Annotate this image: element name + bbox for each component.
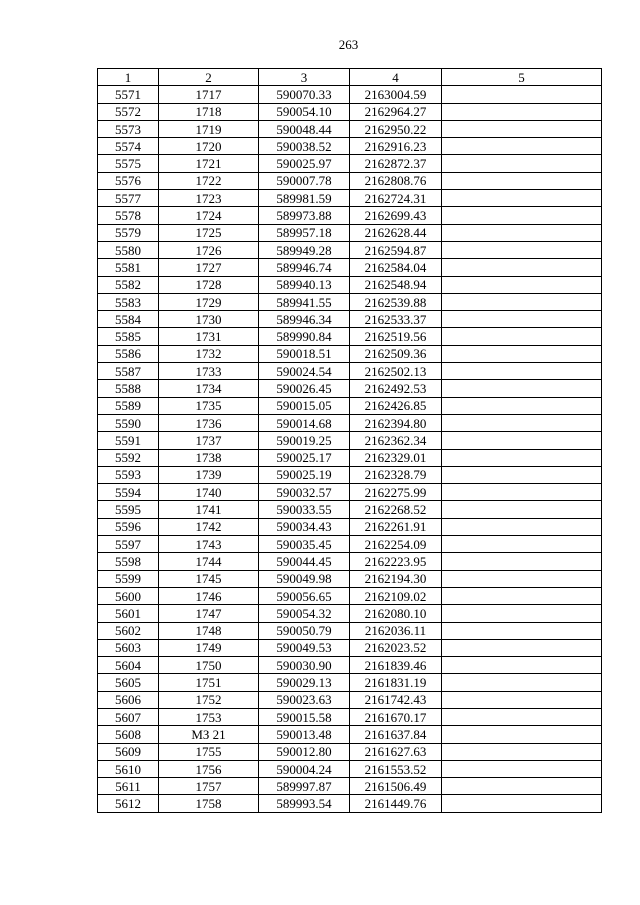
table-cell: 5571 <box>98 86 159 103</box>
table-cell: 1741 <box>159 501 259 518</box>
table-cell: 5602 <box>98 622 159 639</box>
table-cell: 5589 <box>98 397 159 414</box>
table-cell: 1734 <box>159 380 259 397</box>
table-cell: 5601 <box>98 605 159 622</box>
table-cell: 2162628.44 <box>350 224 442 241</box>
table-cell: 590014.68 <box>259 414 350 431</box>
table-row <box>98 639 602 656</box>
table-cell: 5578 <box>98 207 159 224</box>
table-cell <box>442 293 602 310</box>
table-cell: 1725 <box>159 224 259 241</box>
table-cell: 2162964.27 <box>350 103 442 120</box>
table-row <box>98 657 602 674</box>
table-cell: 5587 <box>98 363 159 380</box>
table-cell <box>442 501 602 518</box>
table-cell: 5605 <box>98 674 159 691</box>
table-cell: 2162509.36 <box>350 345 442 362</box>
table-cell <box>442 657 602 674</box>
table-cell <box>442 778 602 795</box>
table-row <box>98 674 602 691</box>
table-row <box>98 484 602 501</box>
table-row <box>98 536 602 553</box>
table-row <box>98 414 602 431</box>
table-cell: 1740 <box>159 484 259 501</box>
column-header: 2 <box>159 69 259 86</box>
table-cell: 590015.58 <box>259 708 350 725</box>
table-row <box>98 622 602 639</box>
table-row <box>98 518 602 535</box>
table-cell: 5595 <box>98 501 159 518</box>
table-cell: 590025.19 <box>259 466 350 483</box>
table-cell: МЗ 21 <box>159 726 259 743</box>
table-cell: 1719 <box>159 120 259 137</box>
table-cell: 1743 <box>159 536 259 553</box>
table-cell: 2162080.10 <box>350 605 442 622</box>
table-cell: 5586 <box>98 345 159 362</box>
table-row <box>98 276 602 293</box>
table-cell: 5598 <box>98 553 159 570</box>
table-cell <box>442 691 602 708</box>
table-cell: 2161670.17 <box>350 708 442 725</box>
table-cell: 1750 <box>159 657 259 674</box>
table-cell: 2161831.19 <box>350 674 442 691</box>
table-cell: 5608 <box>98 726 159 743</box>
table-cell: 590026.45 <box>259 380 350 397</box>
table-cell: 590030.90 <box>259 657 350 674</box>
table-cell: 5604 <box>98 657 159 674</box>
table-cell: 1730 <box>159 311 259 328</box>
column-header: 4 <box>350 69 442 86</box>
table-row <box>98 795 602 812</box>
table-cell <box>442 432 602 449</box>
table-row <box>98 241 602 258</box>
table-cell <box>442 363 602 380</box>
table-row <box>98 587 602 604</box>
table-cell <box>442 674 602 691</box>
table-cell: 590054.32 <box>259 605 350 622</box>
table-cell: 2162329.01 <box>350 449 442 466</box>
table-row <box>98 103 602 120</box>
table-cell: 590013.48 <box>259 726 350 743</box>
table-cell: 2162254.09 <box>350 536 442 553</box>
table-cell: 2161506.49 <box>350 778 442 795</box>
column-header: 3 <box>259 69 350 86</box>
table-cell: 1720 <box>159 138 259 155</box>
table-cell <box>442 587 602 604</box>
table-cell: 5612 <box>98 795 159 812</box>
table-cell: 590023.63 <box>259 691 350 708</box>
table-row <box>98 311 602 328</box>
table-cell: 589973.88 <box>259 207 350 224</box>
table-cell: 590044.45 <box>259 553 350 570</box>
table-cell: 2161839.46 <box>350 657 442 674</box>
table-cell: 2162023.52 <box>350 639 442 656</box>
table-row <box>98 155 602 172</box>
table-cell: 590050.79 <box>259 622 350 639</box>
table-cell <box>442 553 602 570</box>
table-cell: 2162916.23 <box>350 138 442 155</box>
table-cell <box>442 743 602 760</box>
table-cell <box>442 207 602 224</box>
table-row <box>98 449 602 466</box>
table-cell: 590032.57 <box>259 484 350 501</box>
table-row <box>98 466 602 483</box>
table-cell: 2162548.94 <box>350 276 442 293</box>
table-cell: 1729 <box>159 293 259 310</box>
table-cell: 1733 <box>159 363 259 380</box>
table-cell: 2162872.37 <box>350 155 442 172</box>
table-cell: 2161627.63 <box>350 743 442 760</box>
table-cell: 589946.34 <box>259 311 350 328</box>
table-cell: 5610 <box>98 760 159 777</box>
table-cell: 5577 <box>98 190 159 207</box>
table-cell <box>442 224 602 241</box>
table-row <box>98 172 602 189</box>
table-cell <box>442 639 602 656</box>
table-cell: 1751 <box>159 674 259 691</box>
table-cell: 1736 <box>159 414 259 431</box>
table-row <box>98 726 602 743</box>
table-cell: 589981.59 <box>259 190 350 207</box>
table-cell: 2162261.91 <box>350 518 442 535</box>
table-row <box>98 328 602 345</box>
table-cell: 2162502.13 <box>350 363 442 380</box>
table-row <box>98 138 602 155</box>
table-cell: 1722 <box>159 172 259 189</box>
table-cell: 590025.17 <box>259 449 350 466</box>
table-cell: 1752 <box>159 691 259 708</box>
table-cell: 590025.97 <box>259 155 350 172</box>
table-cell: 1721 <box>159 155 259 172</box>
table-cell: 1739 <box>159 466 259 483</box>
table-cell: 5572 <box>98 103 159 120</box>
table-cell: 590007.78 <box>259 172 350 189</box>
table-cell: 590056.65 <box>259 587 350 604</box>
table-cell: 2162533.37 <box>350 311 442 328</box>
table-cell: 5583 <box>98 293 159 310</box>
table-cell: 1748 <box>159 622 259 639</box>
table-row <box>98 570 602 587</box>
table-cell: 5596 <box>98 518 159 535</box>
table-cell: 5592 <box>98 449 159 466</box>
table-cell: 589957.18 <box>259 224 350 241</box>
table-cell: 590024.54 <box>259 363 350 380</box>
table-cell <box>442 155 602 172</box>
table-cell: 1755 <box>159 743 259 760</box>
table-row <box>98 760 602 777</box>
table-cell: 590035.45 <box>259 536 350 553</box>
table-cell: 1758 <box>159 795 259 812</box>
table-cell <box>442 138 602 155</box>
table-cell: 589997.87 <box>259 778 350 795</box>
table-cell: 589941.55 <box>259 293 350 310</box>
table-cell: 590070.33 <box>259 86 350 103</box>
table-cell <box>442 311 602 328</box>
table-cell: 2161637.84 <box>350 726 442 743</box>
table-cell: 1744 <box>159 553 259 570</box>
table-cell <box>442 726 602 743</box>
table-cell: 5581 <box>98 259 159 276</box>
table-cell: 590049.53 <box>259 639 350 656</box>
table-cell: 590018.51 <box>259 345 350 362</box>
table-row <box>98 190 602 207</box>
table-cell <box>442 328 602 345</box>
table-cell <box>442 241 602 258</box>
table-cell <box>442 760 602 777</box>
table-cell: 1727 <box>159 259 259 276</box>
table-cell: 2162036.11 <box>350 622 442 639</box>
table-cell <box>442 397 602 414</box>
table-cell: 5574 <box>98 138 159 155</box>
table-cell: 590015.05 <box>259 397 350 414</box>
table-cell: 5579 <box>98 224 159 241</box>
table-cell: 1723 <box>159 190 259 207</box>
table-cell: 1738 <box>159 449 259 466</box>
table-cell: 1728 <box>159 276 259 293</box>
coordinates-table <box>97 68 602 813</box>
table-cell: 5611 <box>98 778 159 795</box>
table-cell: 589946.74 <box>259 259 350 276</box>
table-cell <box>442 120 602 137</box>
table-cell <box>442 795 602 812</box>
table-cell: 2162394.80 <box>350 414 442 431</box>
table-row <box>98 224 602 241</box>
column-header: 5 <box>442 69 602 86</box>
table-cell <box>442 622 602 639</box>
table-row <box>98 120 602 137</box>
table-cell: 1746 <box>159 587 259 604</box>
table-cell: 5600 <box>98 587 159 604</box>
table-cell <box>442 86 602 103</box>
table-cell: 590054.10 <box>259 103 350 120</box>
table-row <box>98 259 602 276</box>
table-cell: 5582 <box>98 276 159 293</box>
table-cell: 590048.44 <box>259 120 350 137</box>
table-cell: 1735 <box>159 397 259 414</box>
table-row <box>98 708 602 725</box>
table-cell: 5609 <box>98 743 159 760</box>
table-cell: 1737 <box>159 432 259 449</box>
table-cell <box>442 449 602 466</box>
table-cell: 5588 <box>98 380 159 397</box>
table-cell: 1745 <box>159 570 259 587</box>
table-cell: 2162492.53 <box>350 380 442 397</box>
table-cell: 5607 <box>98 708 159 725</box>
table-cell: 1749 <box>159 639 259 656</box>
table-cell: 590004.24 <box>259 760 350 777</box>
table-cell: 5593 <box>98 466 159 483</box>
table-row <box>98 293 602 310</box>
table-cell: 1747 <box>159 605 259 622</box>
table-cell <box>442 380 602 397</box>
table-cell: 5594 <box>98 484 159 501</box>
table-row <box>98 432 602 449</box>
table-cell: 1753 <box>159 708 259 725</box>
table-cell <box>442 466 602 483</box>
table-cell: 2162808.76 <box>350 172 442 189</box>
table-cell: 590012.80 <box>259 743 350 760</box>
table-cell: 590038.52 <box>259 138 350 155</box>
table-cell: 5573 <box>98 120 159 137</box>
table-cell: 590019.25 <box>259 432 350 449</box>
table-row <box>98 743 602 760</box>
table-cell: 2162699.43 <box>350 207 442 224</box>
column-header: 1 <box>98 69 159 86</box>
table-cell: 2161553.52 <box>350 760 442 777</box>
table-cell: 2162362.34 <box>350 432 442 449</box>
table-cell: 2162426.85 <box>350 397 442 414</box>
table-cell: 589940.13 <box>259 276 350 293</box>
table-row <box>98 363 602 380</box>
table-cell: 2162223.95 <box>350 553 442 570</box>
table-cell: 1757 <box>159 778 259 795</box>
table-cell: 590029.13 <box>259 674 350 691</box>
table-cell: 2162268.52 <box>350 501 442 518</box>
table-header-row <box>98 69 602 86</box>
table-cell <box>442 708 602 725</box>
table-cell: 2161449.76 <box>350 795 442 812</box>
table-cell <box>442 414 602 431</box>
table-cell <box>442 276 602 293</box>
table-row <box>98 345 602 362</box>
table-cell: 2162950.22 <box>350 120 442 137</box>
table-cell <box>442 259 602 276</box>
table-cell: 5591 <box>98 432 159 449</box>
table-cell <box>442 605 602 622</box>
table-cell: 1717 <box>159 86 259 103</box>
table-cell <box>442 536 602 553</box>
table-cell: 5597 <box>98 536 159 553</box>
table-cell: 1732 <box>159 345 259 362</box>
table-cell: 1731 <box>159 328 259 345</box>
table-cell: 1742 <box>159 518 259 535</box>
table-row <box>98 553 602 570</box>
table-cell: 5590 <box>98 414 159 431</box>
table-cell: 2162539.88 <box>350 293 442 310</box>
table-cell: 5584 <box>98 311 159 328</box>
table-cell: 5603 <box>98 639 159 656</box>
table-cell: 589993.54 <box>259 795 350 812</box>
table-cell <box>442 570 602 587</box>
table-cell: 2163004.59 <box>350 86 442 103</box>
table-cell: 2162275.99 <box>350 484 442 501</box>
table-cell: 5585 <box>98 328 159 345</box>
table-cell: 5575 <box>98 155 159 172</box>
table-cell: 5580 <box>98 241 159 258</box>
table-cell: 2162194.30 <box>350 570 442 587</box>
table-cell: 590033.55 <box>259 501 350 518</box>
table-cell: 2162328.79 <box>350 466 442 483</box>
table-cell: 1756 <box>159 760 259 777</box>
table-row <box>98 380 602 397</box>
table-cell: 589949.28 <box>259 241 350 258</box>
table-cell: 1718 <box>159 103 259 120</box>
table-cell: 5576 <box>98 172 159 189</box>
table-cell: 589990.84 <box>259 328 350 345</box>
table-cell: 2162724.31 <box>350 190 442 207</box>
table-cell <box>442 103 602 120</box>
table-cell <box>442 172 602 189</box>
table-cell: 5599 <box>98 570 159 587</box>
table-row <box>98 397 602 414</box>
table-cell <box>442 518 602 535</box>
table-cell: 2161742.43 <box>350 691 442 708</box>
table-cell <box>442 190 602 207</box>
table-cell: 1724 <box>159 207 259 224</box>
table-row <box>98 86 602 103</box>
table-cell: 2162519.56 <box>350 328 442 345</box>
table-cell: 5606 <box>98 691 159 708</box>
table-cell: 590034.43 <box>259 518 350 535</box>
table-cell: 590049.98 <box>259 570 350 587</box>
table-cell: 1726 <box>159 241 259 258</box>
table-row <box>98 605 602 622</box>
table-cell <box>442 345 602 362</box>
table-cell: 2162584.04 <box>350 259 442 276</box>
table-row <box>98 501 602 518</box>
table-row <box>98 207 602 224</box>
table-row <box>98 778 602 795</box>
table-cell <box>442 484 602 501</box>
table-cell: 2162109.02 <box>350 587 442 604</box>
page-number: 263 <box>338 37 359 52</box>
table-row <box>98 691 602 708</box>
table-body <box>98 86 602 812</box>
table-cell: 2162594.87 <box>350 241 442 258</box>
